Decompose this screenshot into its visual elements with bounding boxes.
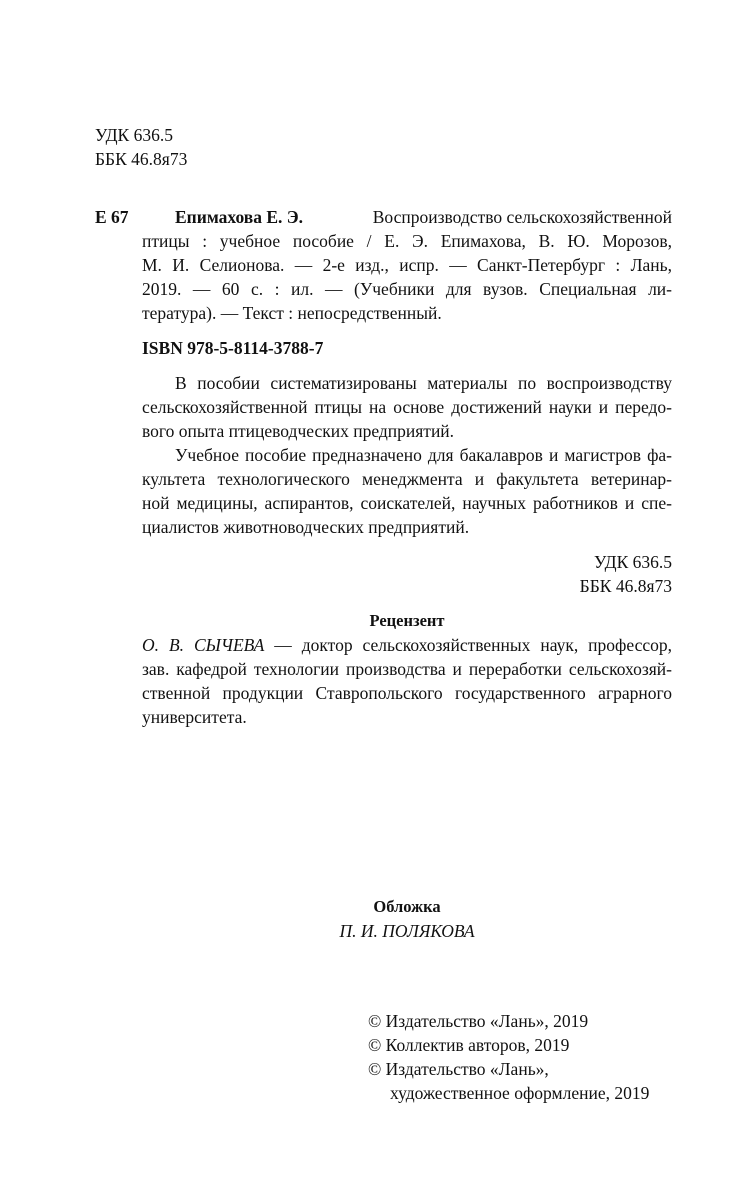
bbk-code: ББК 46.8я73 xyxy=(95,149,188,169)
annotation-line: сельскохозяйственной птицы на основе достижений науки и передо- xyxy=(142,397,672,417)
bbk-code-right: ББК 46.8я73 xyxy=(579,576,672,596)
reviewer-text: — доктор сельскохозяйственных наук, профессор, xyxy=(264,635,672,655)
author-mark: Е 67 xyxy=(95,207,129,227)
catalog-line: тература). — Текст : непосредственный. xyxy=(142,303,442,323)
reviewer-line: зав. кафедрой технологии производства и переработки сельскохозяй- xyxy=(142,659,672,679)
catalog-first-line xyxy=(175,205,672,229)
reviewer-name: О. В. СЫЧЕВА xyxy=(142,635,265,655)
annotation-line: культета технологического менеджмента и факультета ветеринар- xyxy=(142,469,672,489)
annotation-line: В пособии систематизированы материалы по воспроизводству xyxy=(175,373,672,393)
reviewer-line: университета. xyxy=(142,707,247,727)
copyright-line: © Коллектив авторов, 2019 xyxy=(368,1035,570,1055)
copyright-line: © Издательство «Лань», xyxy=(368,1059,549,1079)
catalog-line: Воспроизводство сельскохозяйственной xyxy=(372,207,672,227)
reviewer-first-line xyxy=(142,633,672,657)
annotation-line: циалистов животноводческих предприятий. xyxy=(142,517,470,537)
copyright-line: © Издательство «Лань», 2019 xyxy=(368,1011,589,1031)
isbn: ISBN 978-5-8114-3788-7 xyxy=(142,338,324,358)
cover-artist: П. И. ПОЛЯКОВА xyxy=(339,921,475,941)
reviewer-line: ственной продукции Ставропольского государственного аграрного xyxy=(142,683,672,703)
catalog-line: М. И. Селионова. — 2-е изд., испр. — Санкт-Петербург : Лань, xyxy=(142,255,672,275)
udk-code-right: УДК 636.5 xyxy=(594,552,672,572)
copyright-line: художественное оформление, 2019 xyxy=(390,1083,650,1103)
reviewer-heading: Рецензент xyxy=(369,611,445,630)
udk-code: УДК 636.5 xyxy=(95,125,173,145)
annotation-line: ной медицины, аспирантов, соискателей, научных работников и спе- xyxy=(142,493,672,513)
annotation-line: вого опыта птицеводческих предприятий. xyxy=(142,421,455,441)
annotation-line: Учебное пособие предназначено для бакалавров и магистров фа- xyxy=(175,445,672,465)
author-name: Епимахова Е. Э. xyxy=(175,207,304,227)
catalog-line: 2019. — 60 с. : ил. — (Учебники для вузов. Специальная ли- xyxy=(142,279,672,299)
catalog-line: птицы : учебное пособие / Е. Э. Епимахова, В. Ю. Морозов, xyxy=(142,231,672,251)
cover-heading: Обложка xyxy=(373,897,441,916)
